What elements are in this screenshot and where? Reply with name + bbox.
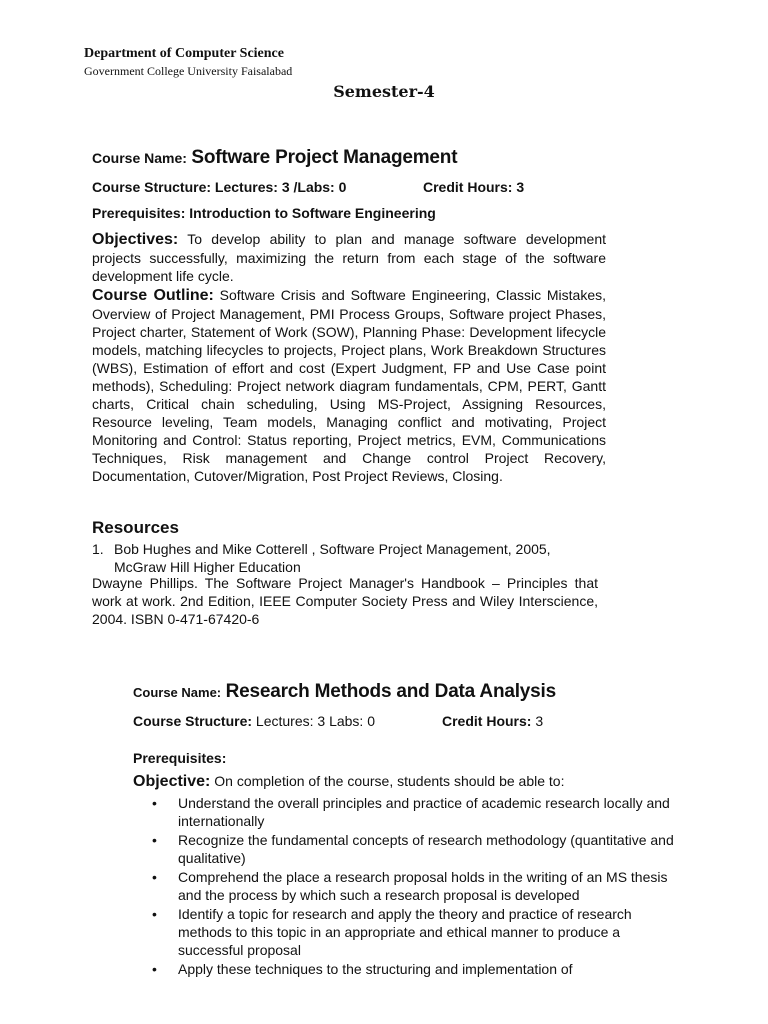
course1-outline-text: Software Crisis and Software Engineering, Classic Mistakes, Overview of Project Management, PMI Process Groups, Software project Phases, Project charter, Statement of Work (SOW), Planning Phase: Development lifecycle models, matching lifecycles to projects, Project plans, Work Breakdown Structures (WBS), Estimation of effort and cost (Expert Judgment, FP and Use Case point methods), Scheduling: Project network diagram fundamentals, CPM, PERT, Gantt charts, Critical chain scheduling, Using MS-Project, Assigning Resources, Resource leveling, Team models, Managing conflict and motivating, Project Monitoring and Control: Status reporting, Project metrics, EVM, Communications Techniques, Risk management and Change control Project Recovery, Documentation, Cutover/Migration, Post Project Reviews, Closing. xyxy=(92,287,606,484)
list-item-text: Recognize the fundamental concepts of research methodology (quantitative and qualitative) xyxy=(178,832,674,866)
course1-resource-2: Dwayne Phillips. The Software Project Manager's Handbook – Principles that work at work. 2nd Edition, IEEE Computer Society Press and Wiley Interscience, 2004. ISBN 0-471-67420-6 xyxy=(92,575,598,627)
course1-prerequisites: Prerequisites: Introduction to Software Engineering xyxy=(92,205,436,221)
course1-resource-1 xyxy=(92,540,606,576)
course2-structure-line xyxy=(133,713,544,729)
list-item xyxy=(152,905,677,959)
list-item-text: Understand the overall principles and practice of academic research locally and internationally xyxy=(178,795,670,829)
course1-objectives xyxy=(92,230,606,285)
course2-credit-value: 3 xyxy=(535,713,544,729)
course2-objective-label: Objective: xyxy=(133,773,211,790)
department-name: Department of Computer Science xyxy=(84,46,284,61)
list-item xyxy=(152,794,677,830)
course2-structure-value: Lectures: 3 Labs: 0 xyxy=(255,713,375,729)
course1-outline-label: Course Outline: xyxy=(92,287,214,304)
course1-credit-hours: Credit Hours: 3 xyxy=(423,179,525,195)
list-item-text: Comprehend the place a research proposal holds in the writing of an MS thesis and the process by which such a research proposal is developed xyxy=(178,869,668,903)
course1-objectives-text: To develop ability to plan and manage software development projects successfully, maximizing the return from each stage of the software development life cycle. xyxy=(92,231,606,284)
list-item-text: Identify a topic for research and apply the theory and practice of research methods to this topic in an appropriate and ethical manner to produce a successful proposal xyxy=(178,906,632,958)
course1-name: Software Project Management xyxy=(191,147,458,168)
course2-objective xyxy=(133,773,564,791)
bullet-icon: • xyxy=(152,869,157,885)
course2-name: Research Methods and Data Analysis xyxy=(225,681,556,702)
course1-outline xyxy=(92,286,606,485)
bullet-icon: • xyxy=(152,906,157,922)
course1-structure-line xyxy=(92,179,525,195)
bullet-icon: • xyxy=(152,961,157,977)
course2-structure-label: Course Structure: xyxy=(133,713,253,729)
list-item xyxy=(152,831,677,867)
course1-resources-heading: Resources xyxy=(92,518,179,537)
course2-credit-label: Credit Hours: xyxy=(442,713,532,729)
list-item-text: Apply these techniques to the structuring and implementation of xyxy=(178,961,573,977)
university-name: Government College University Faisalabad xyxy=(84,64,293,78)
course2-objective-list xyxy=(152,794,677,979)
course2-name-label: Course Name: xyxy=(133,685,222,700)
bullet-icon: • xyxy=(152,832,157,848)
course2-name-line xyxy=(133,681,556,703)
list-item xyxy=(152,960,677,978)
course1-name-line xyxy=(92,147,457,169)
course1-objectives-label: Objectives: xyxy=(92,231,179,248)
course1-name-label: Course Name: xyxy=(92,150,187,166)
resource-number: 1. xyxy=(92,541,104,557)
course1-structure: Course Structure: Lectures: 3 /Labs: 0 xyxy=(92,179,347,195)
course2-objective-text: On completion of the course, students should be able to: xyxy=(214,773,565,789)
resource-text: Bob Hughes and Mike Cotterell , Software Project Management, 2005, McGraw Hill Higher Education xyxy=(114,541,551,575)
list-item xyxy=(152,868,677,904)
course2-prerequisites: Prerequisites: xyxy=(133,750,227,766)
bullet-icon: • xyxy=(152,795,157,811)
course2-credit-hours xyxy=(442,713,543,729)
semester-title: Semester-4 xyxy=(333,82,435,101)
